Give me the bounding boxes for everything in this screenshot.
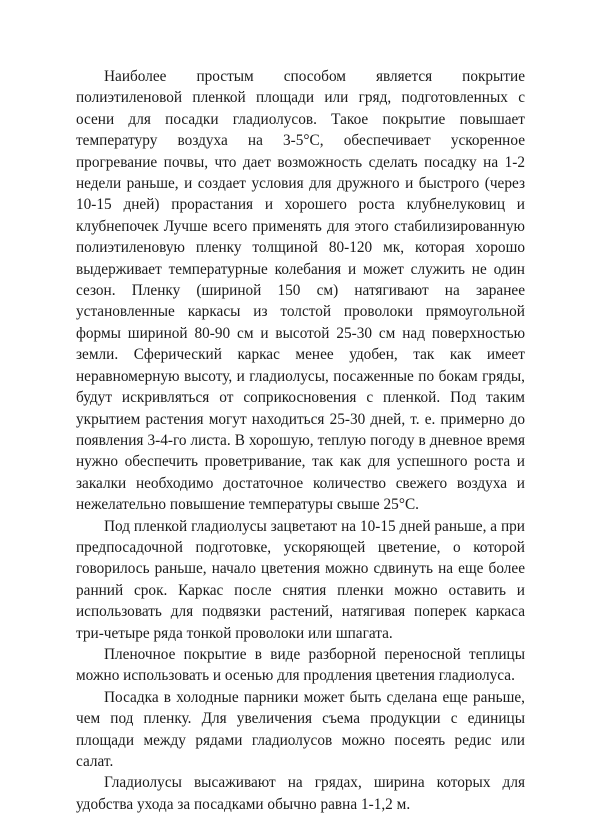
document-page <box>76 66 525 815</box>
paragraph-5: Гладиолусы высаживают на грядах, ширина которых для удобства ухода за посадками обычно равна 1-1,2 м. <box>76 774 525 813</box>
paragraph-2: Под пленкой гладиолусы зацветают на 10-15 дней раньше, а при предпосадочной подготовке, ускоряющей цветение, о которой говорилось раньше, начало цветения можно сдвинуть на еще более ранний срок. Каркас после снятия пленки можно оставить и использовать для подвязки растений, натягивая поперек каркаса три-четыре ряда тонкой проволоки или шпагата. <box>76 517 525 642</box>
paragraph-3: Пленочное покрытие в виде разборной переносной теплицы можно использовать и осенью для продления цветения гладиолуса. <box>76 645 525 685</box>
paragraph-1: Наиболее простым способом является покрытие полиэтиленовой пленкой площади или гряд, подготовленных с осени для посадки гладиолусов. Такое покрытие повышает температуру воздуха на 3-5°С, обеспечивает ускоренное прогревание почвы, что дает возможность сделать посадку на 1-2 недели раньше, и создает условия для дружного и быстрого (через 10-15 дней) прорастания и хорошего роста клубнелуковиц и клубнепочек Лучше всего применять для этого стабилизированную полиэтиленовую пленку толщиной 80-120 мк, которая хорошо выдерживает температурные колебания и может служить не один сезон. Пленку (шириной 150 см) натягивают на заранее установленные каркасы из толстой проволоки прямоугольной формы шириной 80-90 см и высотой 25-30 см над поверхностью земли. Сферический каркас менее удобен, так как имеет неравномерную высоту, и гладиолусы, посаженные по бокам гряды, будут искривляться от соприкосновения с пленкой. Под таким укрытием растения могут находиться 25-30 дней, т. е. примерно до появления 3-4-го листа. В хорошую, теплую погоду в дневное время нужно обеспечить проветривание, так как для успешного роста и закалки необходимо достаточное количество свежего воздуха и нежелательно повышение температуры свыше 25°С. <box>76 68 525 514</box>
paragraph-4: Посадка в холодные парники может быть сделана еще раньше, чем под пленку. Для увеличения съема продукции с единицы площади между рядами гладиолусов можно посеять редис или салат. <box>76 688 525 770</box>
